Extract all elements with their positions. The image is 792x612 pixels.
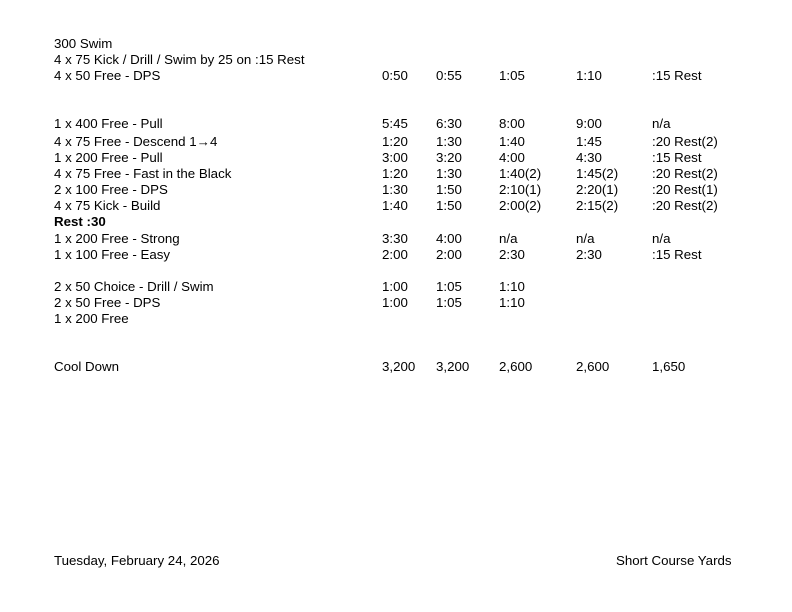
interval-group-4: 2:15(2) [576, 198, 619, 213]
main-set-row [54, 166, 754, 182]
interval-group-3: 4:00 [499, 150, 525, 165]
total-group-1: 3,200 [382, 359, 416, 374]
interval-group-4: 4:30 [576, 150, 602, 165]
interval-group-3: 2:10(1) [499, 182, 542, 197]
interval-group-5: :20 Rest(2) [652, 198, 718, 213]
interval-group-4: 2:30 [576, 247, 602, 262]
interval-group-2: 4:00 [436, 231, 462, 246]
warmup-line-2-row [54, 52, 754, 68]
second-set-row [54, 247, 754, 263]
interval-group-1: 1:20 [382, 134, 408, 149]
interval-group-3: 2:30 [499, 247, 525, 262]
main-set-row [54, 134, 754, 150]
interval-group-3: 2:00(2) [499, 198, 542, 213]
main-set-row [54, 182, 754, 198]
total-group-4: 2,600 [576, 359, 610, 374]
interval-group-5: :15 Rest [652, 150, 702, 165]
rest-row [54, 214, 754, 230]
total-group-5: 1,650 [652, 359, 686, 374]
total-group-3: 2,600 [499, 359, 533, 374]
interval-group-4: 1:45(2) [576, 166, 619, 181]
interval-group-1: 1:40 [382, 198, 408, 213]
interval-group-5: n/a [652, 116, 671, 131]
interval-group-2: 3:20 [436, 150, 462, 165]
interval-group-3: 1:40 [499, 134, 525, 149]
cooldown-set-row [54, 295, 754, 311]
interval-group-2: 0:55 [436, 68, 462, 83]
interval-group-1: 1:00 [382, 279, 408, 294]
interval-group-3: 1:10 [499, 295, 525, 310]
cooldown-set-row [54, 279, 754, 295]
interval-group-4: n/a [576, 231, 595, 246]
set-label: 1 x 200 Free - Pull [54, 150, 163, 165]
interval-group-1: 1:20 [382, 166, 408, 181]
footer-date: Tuesday, February 24, 2026 [54, 553, 220, 568]
set-label: 1 x 200 Free - Strong [54, 231, 180, 246]
interval-group-1: 1:00 [382, 295, 408, 310]
interval-group-4: 9:00 [576, 116, 602, 131]
interval-group-2: 1:50 [436, 198, 462, 213]
interval-group-3: 8:00 [499, 116, 525, 131]
set-label: 4 x 50 Free - DPS [54, 68, 161, 83]
interval-group-1: 5:45 [382, 116, 408, 131]
interval-group-5: n/a [652, 231, 671, 246]
interval-group-5: :15 Rest [652, 247, 702, 262]
set-label: 4 x 75 Free - Fast in the Black [54, 166, 232, 181]
interval-group-5: :15 Rest [652, 68, 702, 83]
interval-group-1: 3:00 [382, 150, 408, 165]
interval-group-4: 1:45 [576, 134, 602, 149]
set-label: 1 x 400 Free - Pull [54, 116, 163, 131]
main-set-row [54, 150, 754, 166]
interval-group-4: 2:20(1) [576, 182, 619, 197]
interval-group-3: 1:05 [499, 68, 525, 83]
cooldown-set-row [54, 311, 754, 327]
set-label: 2 x 50 Free - DPS [54, 295, 161, 310]
interval-group-1: 3:30 [382, 231, 408, 246]
interval-group-1: 2:00 [382, 247, 408, 262]
interval-group-4: 1:10 [576, 68, 602, 83]
interval-group-5: :20 Rest(1) [652, 182, 718, 197]
totals-label: Cool Down [54, 359, 120, 374]
interval-group-3: 1:10 [499, 279, 525, 294]
set-label: 2 x 100 Free - DPS [54, 182, 168, 197]
second-set-row [54, 231, 754, 247]
interval-group-2: 2:00 [436, 247, 462, 262]
totals-row [54, 359, 754, 375]
interval-group-2: 1:05 [436, 295, 462, 310]
total-group-2: 3,200 [436, 359, 470, 374]
main-set-row [54, 116, 754, 132]
main-set-row [54, 198, 754, 214]
set-label: 1 x 100 Free - Easy [54, 247, 171, 262]
interval-group-1: 1:30 [382, 182, 408, 197]
warmup-title: 300 Swim [54, 36, 113, 51]
warmup-line-3-row [54, 68, 754, 84]
interval-group-5: :20 Rest(2) [652, 134, 718, 149]
set-label: 4 x 75 Kick - Build [54, 198, 161, 213]
interval-group-1: 0:50 [382, 68, 408, 83]
warmup-title-row [54, 36, 754, 52]
interval-group-3: n/a [499, 231, 518, 246]
rest-label: Rest :30 [54, 214, 106, 229]
interval-group-2: 1:50 [436, 182, 462, 197]
set-label: 4 x 75 Free - Descend 1→4 [54, 134, 218, 149]
interval-group-2: 6:30 [436, 116, 462, 131]
set-label: 1 x 200 Free [54, 311, 129, 326]
set-label: 2 x 50 Choice - Drill / Swim [54, 279, 214, 294]
interval-group-5: :20 Rest(2) [652, 166, 718, 181]
interval-group-2: 1:30 [436, 134, 462, 149]
footer-course: Short Course Yards [616, 553, 732, 568]
interval-group-2: 1:05 [436, 279, 462, 294]
interval-group-2: 1:30 [436, 166, 462, 181]
interval-group-3: 1:40(2) [499, 166, 542, 181]
warmup-line-2: 4 x 75 Kick / Drill / Swim by 25 on :15 Rest [54, 52, 305, 67]
